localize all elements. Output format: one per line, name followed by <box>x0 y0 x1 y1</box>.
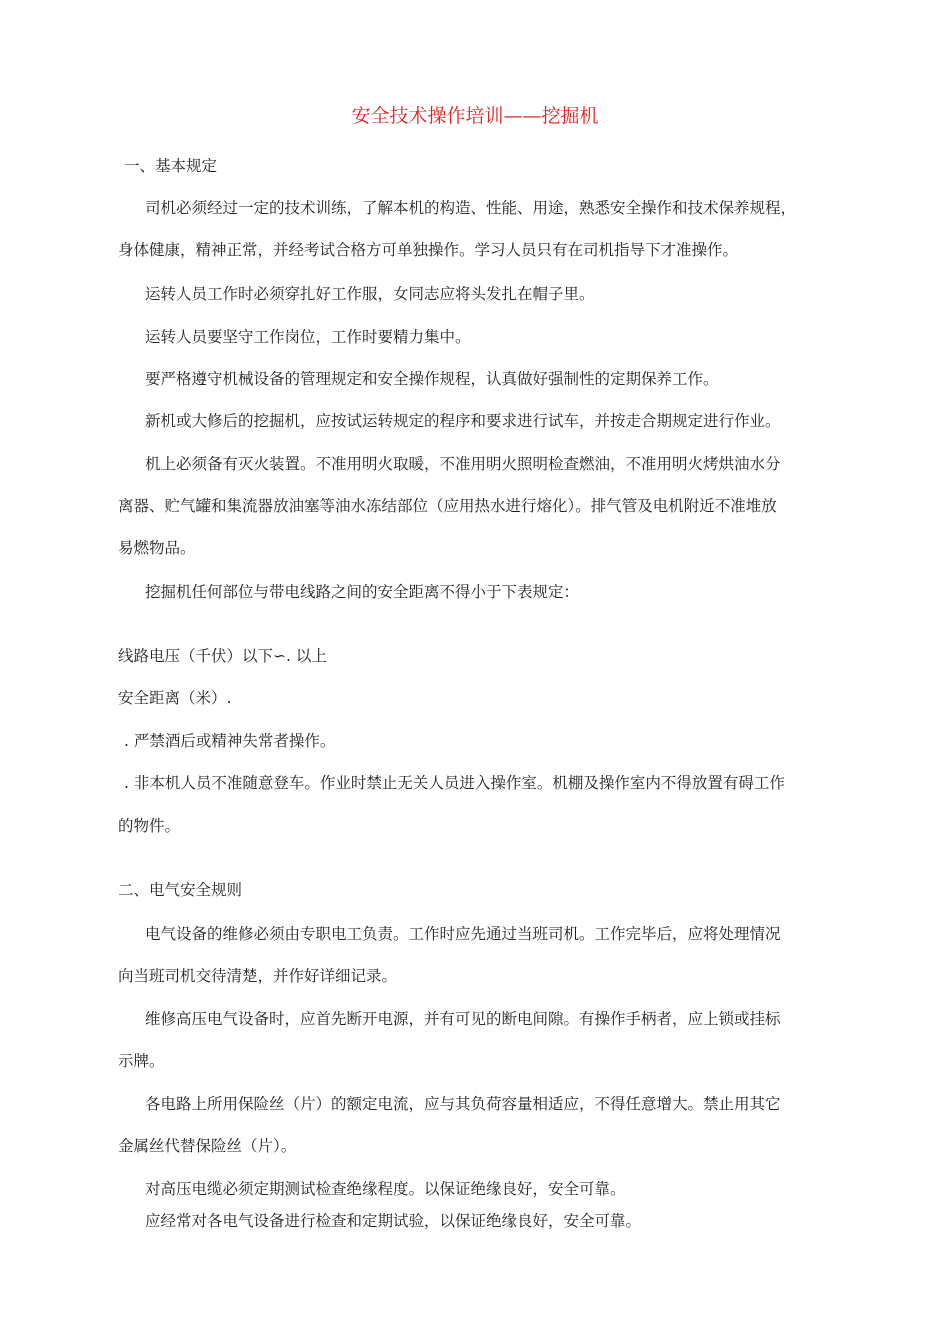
s2-p3-line2: 金属丝代替保险丝（片）。 <box>118 1137 297 1155</box>
s2-p3-line1: 各电路上所用保险丝（片）的额定电流，应与其负荷容量相适应，不得任意增大。禁止用其它 <box>145 1095 781 1113</box>
s1-p7: 挖掘机任何部位与带电线路之间的安全距离不得小于下表规定： <box>145 583 580 601</box>
s1-p9-line2: 的物件。 <box>118 817 181 835</box>
s1-p5: 新机或大修后的挖掘机，应按试运转规定的程序和要求进行试车，并按走合期规定进行作业。 <box>145 412 781 430</box>
s1-p6-line2: 离器、贮气罐和集流器放油塞等油水冻结部位（应用热水进行熔化）。排气管及电机附近不准堆放 <box>118 497 777 515</box>
section-2-heading: 二、电气安全规则 <box>118 881 243 899</box>
s1-p9-line1: . 非本机人员不准随意登车。作业时禁止无关人员进入操作室。机棚及操作室内不得放置有碍工作 <box>124 774 785 792</box>
s2-p1-line1: 电气设备的维修必须由专职电工负责。工作时应先通过当班司机。工作完毕后，应将处理情况 <box>145 925 781 943</box>
table-row-voltage: 线路电压（千伏）以下∽. 以上 <box>118 647 327 665</box>
s1-p2: 运转人员工作时必须穿扎好工作服，女同志应将头发扎在帽子里。 <box>145 285 595 303</box>
section-1-heading: 一、基本规定 <box>124 157 218 175</box>
s1-p8: . 严禁酒后或精神失常者操作。 <box>124 732 336 750</box>
s2-p2-line2: 示牌。 <box>118 1052 165 1070</box>
s1-p4: 要严格遵守机械设备的管理规定和安全操作规程，认真做好强制性的定期保养工作。 <box>145 370 719 388</box>
s1-p1-line2: 身体健康，精神正常，并经考试合格方可单独操作。学习人员只有在司机指导下才准操作。 <box>118 241 739 259</box>
document-title: 安全技术操作培训——挖掘机 <box>351 105 599 127</box>
s1-p6-line1: 机上必须备有灭火装置。不准用明火取暖，不准用明火照明检查燃油，不准用明火烤烘油水分 <box>145 455 781 473</box>
s1-p6-line3: 易燃物品。 <box>118 539 196 557</box>
s2-p4: 对高压电缆必须定期测试检查绝缘程度。以保证绝缘良好，安全可靠。 <box>145 1180 626 1198</box>
table-row-distance: 安全距离（米）. <box>118 689 232 707</box>
s2-p1-line2: 向当班司机交待清楚，并作好详细记录。 <box>118 967 398 985</box>
s1-p1-line1: 司机必须经过一定的技术训练，了解本机的构造、性能、用途，熟悉安全操作和技术保养规程， <box>145 199 797 217</box>
s2-p5: 应经常对各电气设备进行检查和定期试验，以保证绝缘良好，安全可靠。 <box>145 1212 642 1230</box>
s2-p2-line1: 维修高压电气设备时，应首先断开电源，并有可见的断电间隙。有操作手柄者，应上锁或挂标 <box>145 1010 781 1028</box>
s1-p3: 运转人员要坚守工作岗位，工作时要精力集中。 <box>145 328 471 346</box>
